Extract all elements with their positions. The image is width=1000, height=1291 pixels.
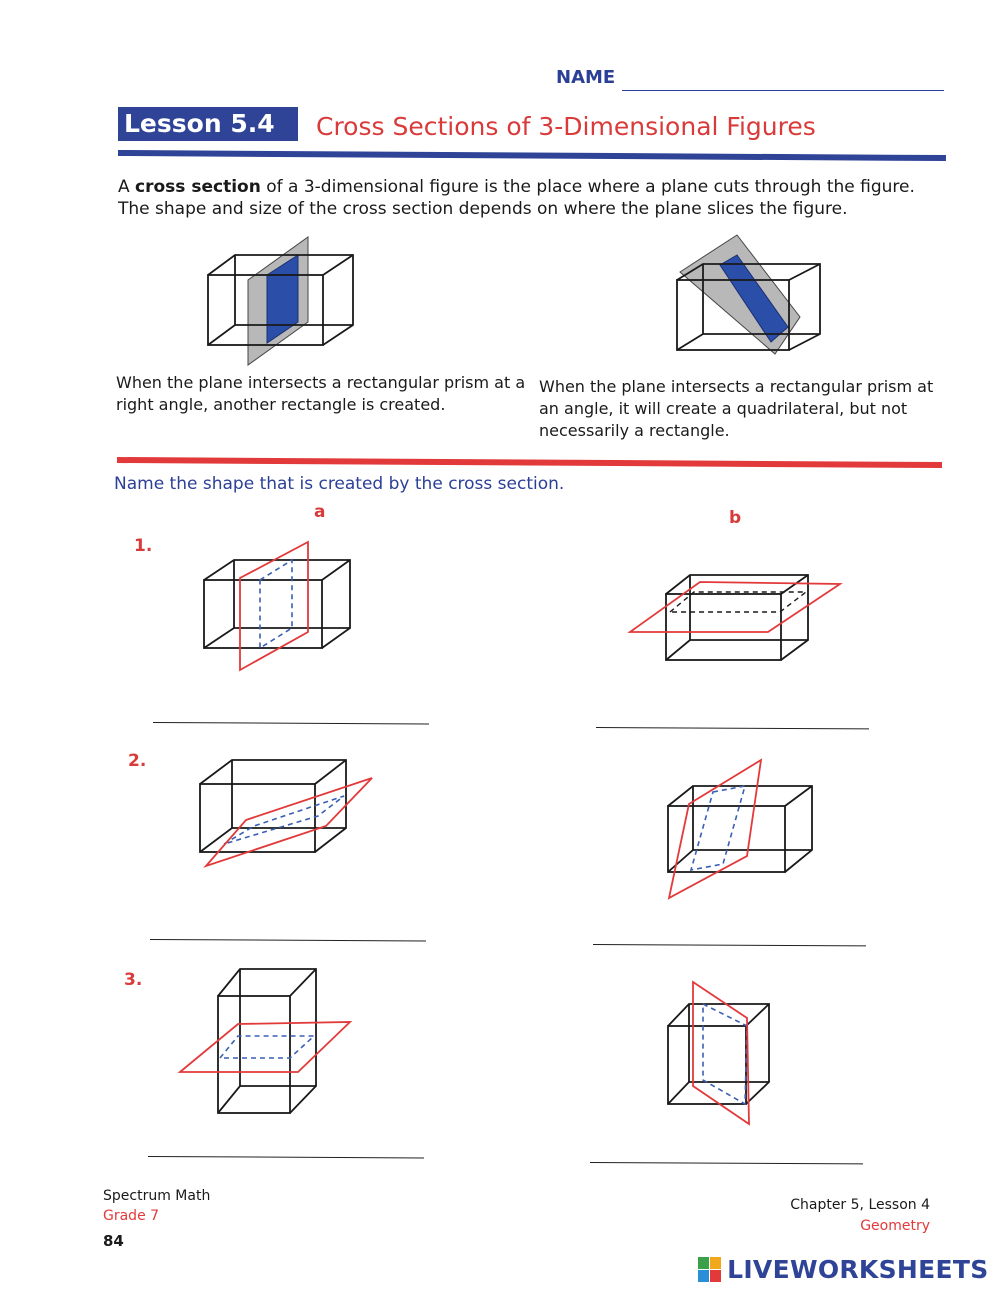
prism-outline — [204, 560, 350, 648]
answer-line-1a[interactable] — [153, 722, 429, 724]
dashed-cross-section — [260, 560, 292, 648]
lesson-badge: Lesson 5.4 — [118, 107, 298, 141]
prism-outline — [666, 575, 808, 660]
column-b-label: b — [729, 508, 742, 528]
example-angled-figure — [675, 232, 825, 357]
answer-line-1b[interactable] — [596, 727, 869, 729]
caption-angled: When the plane intersects a rectangular prism at an angle, it will create a quadrilateral, but not necessarily a rectangle. — [539, 377, 934, 440]
intro-paragraph — [118, 176, 948, 220]
name-label: NAME — [556, 67, 616, 88]
name-input-line[interactable] — [622, 90, 944, 91]
figure-1a — [200, 540, 355, 672]
red-plane — [180, 1022, 350, 1072]
footer-right — [700, 1195, 930, 1237]
header-rule — [118, 150, 946, 161]
figure-1b — [628, 572, 843, 664]
footer-left — [103, 1186, 210, 1226]
liveworksheets-logo — [698, 1255, 989, 1285]
dashed-cross-section — [703, 1004, 747, 1104]
liveworksheets-icon — [698, 1257, 722, 1283]
footer-topic: Geometry — [860, 1218, 930, 1234]
answer-line-2b[interactable] — [593, 944, 866, 946]
dashed-cross-section — [220, 1036, 314, 1058]
prism-outline — [218, 969, 316, 1113]
red-plane — [669, 760, 761, 898]
footer-grade: Grade 7 — [103, 1208, 160, 1224]
answer-line-3b[interactable] — [590, 1162, 863, 1164]
intro-text-start: A — [118, 177, 136, 197]
page-number: 84 — [103, 1232, 124, 1250]
footer-series: Spectrum Math — [103, 1188, 211, 1204]
intro-term: cross section — [135, 177, 261, 197]
footer-chapter: Chapter 5, Lesson 4 — [790, 1197, 930, 1213]
red-plane — [240, 542, 308, 670]
problem-number: 3. — [124, 970, 143, 990]
dashed-cross-section — [224, 796, 344, 844]
lesson-title: Cross Sections of 3-Dimensional Figures — [316, 112, 816, 141]
prism-outline — [200, 760, 346, 852]
problem-number: 2. — [128, 751, 147, 771]
intro-text-rest: of a 3-dimensional figure is the place where a plane cuts through the figure. The shape and size of the cross section depends on where the plane slices the figure. — [118, 177, 915, 219]
column-a-label: a — [314, 502, 326, 522]
answer-line-3a[interactable] — [148, 1156, 424, 1158]
liveworksheets-text: LIVEWORKSHEETS — [727, 1255, 989, 1284]
example-right-angle-figure — [205, 235, 355, 367]
caption-right-angle: When the plane intersects a rectangular prism at a right angle, another rectangle is created. — [116, 373, 526, 414]
answer-line-2a[interactable] — [150, 939, 426, 941]
section-rule — [117, 457, 942, 468]
figure-2a — [196, 756, 376, 871]
figure-3b — [665, 980, 775, 1126]
problem-number: 1. — [134, 536, 153, 556]
figure-3a — [178, 966, 353, 1118]
figure-2b — [665, 756, 815, 901]
exercise-instructions: Name the shape that is created by the cross section. — [114, 474, 565, 494]
